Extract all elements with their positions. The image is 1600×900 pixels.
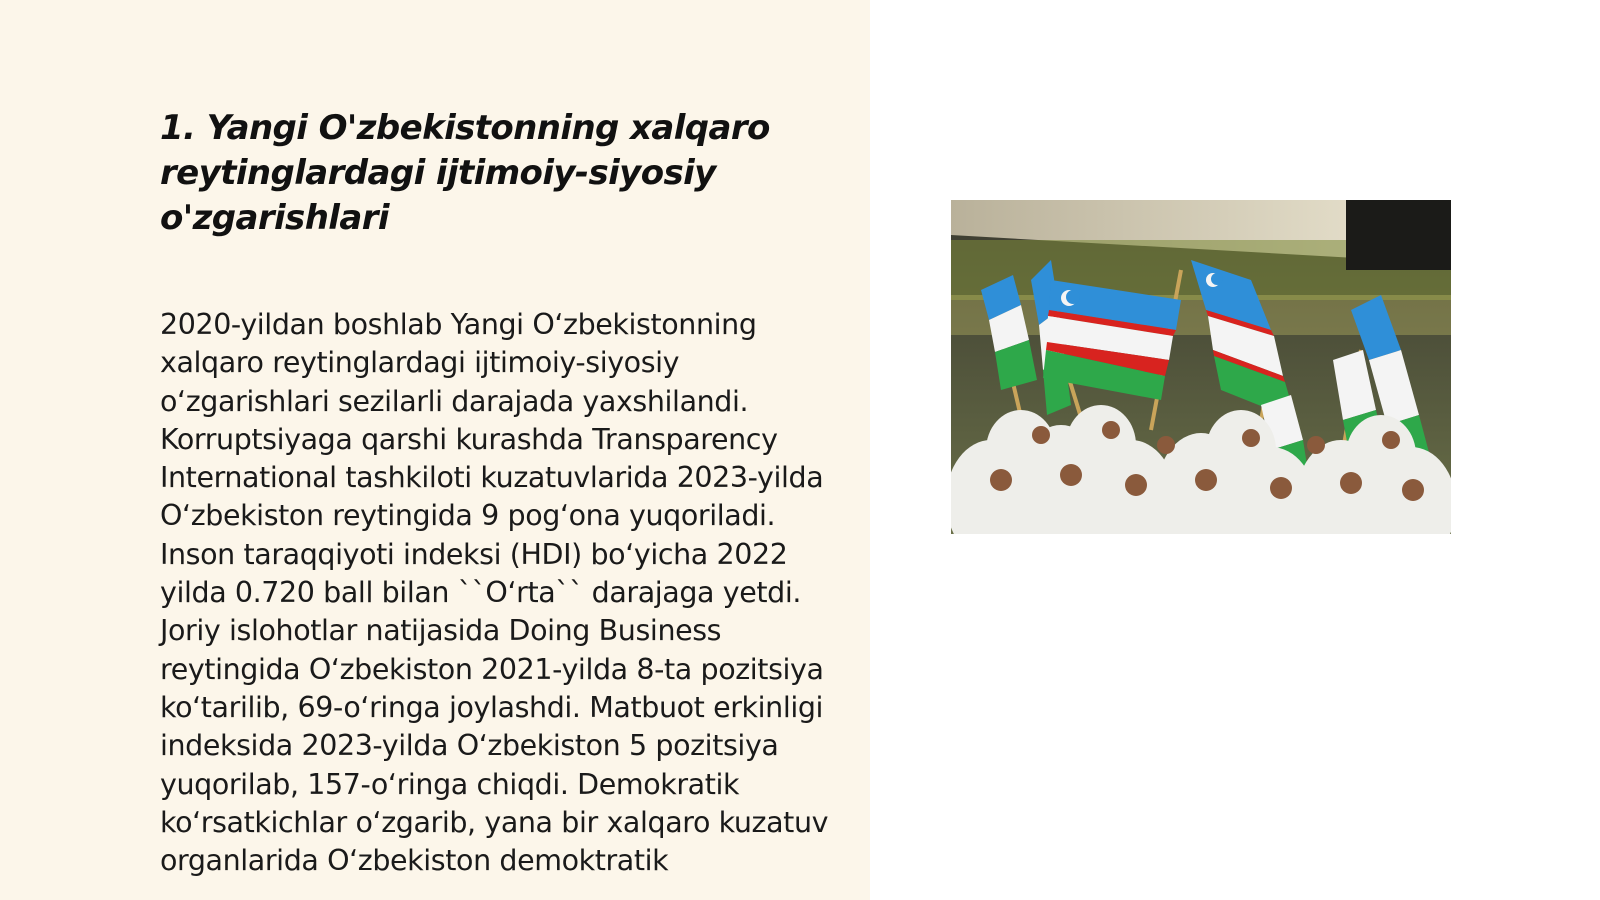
slide-body-text: 2020-yildan boshlab Yangi Oʻzbekistonning xalqaro reytinglardagi ijtimoiy-siyosiy oʻzgarishlari sezilarli darajada yaxshilandi. Korruptsiyaga qarshi kurashda Transparency International tashkiloti kuzatuvlarida 2023-yilda Oʻzbekiston reytingida 9 pogʻona yuqoriladi. Inson taraqqiyoti indeksi (HDI) boʻyicha 2022 yilda 0.720 ball bilan ``Oʻrta`` darajaga yetdi. Joriy islohotlar natijasida Doing Business reytingida Oʻzbekiston 2021-yilda 8-ta pozitsiya koʻtarilib, 69-oʻringa joylashdi. Matbuot erkinligi indeksida 2023-yilda Oʻzbekiston 5 pozitsiya yuqorilab, 157-oʻringa chiqdi. Demokratik koʻrsatkichlar oʻzgarib, yana bir xalqaro kuzatuv organlarida Oʻzbekiston demoktratik bbox=[160, 308, 829, 878]
slide-title: 1. Yangi O'zbekistonning xalqaro reytinglardagi ijtimoiy-siyosiy o'zgarishlari bbox=[160, 108, 770, 238]
uzbekistan-flags-crowd-photo bbox=[951, 200, 1451, 534]
